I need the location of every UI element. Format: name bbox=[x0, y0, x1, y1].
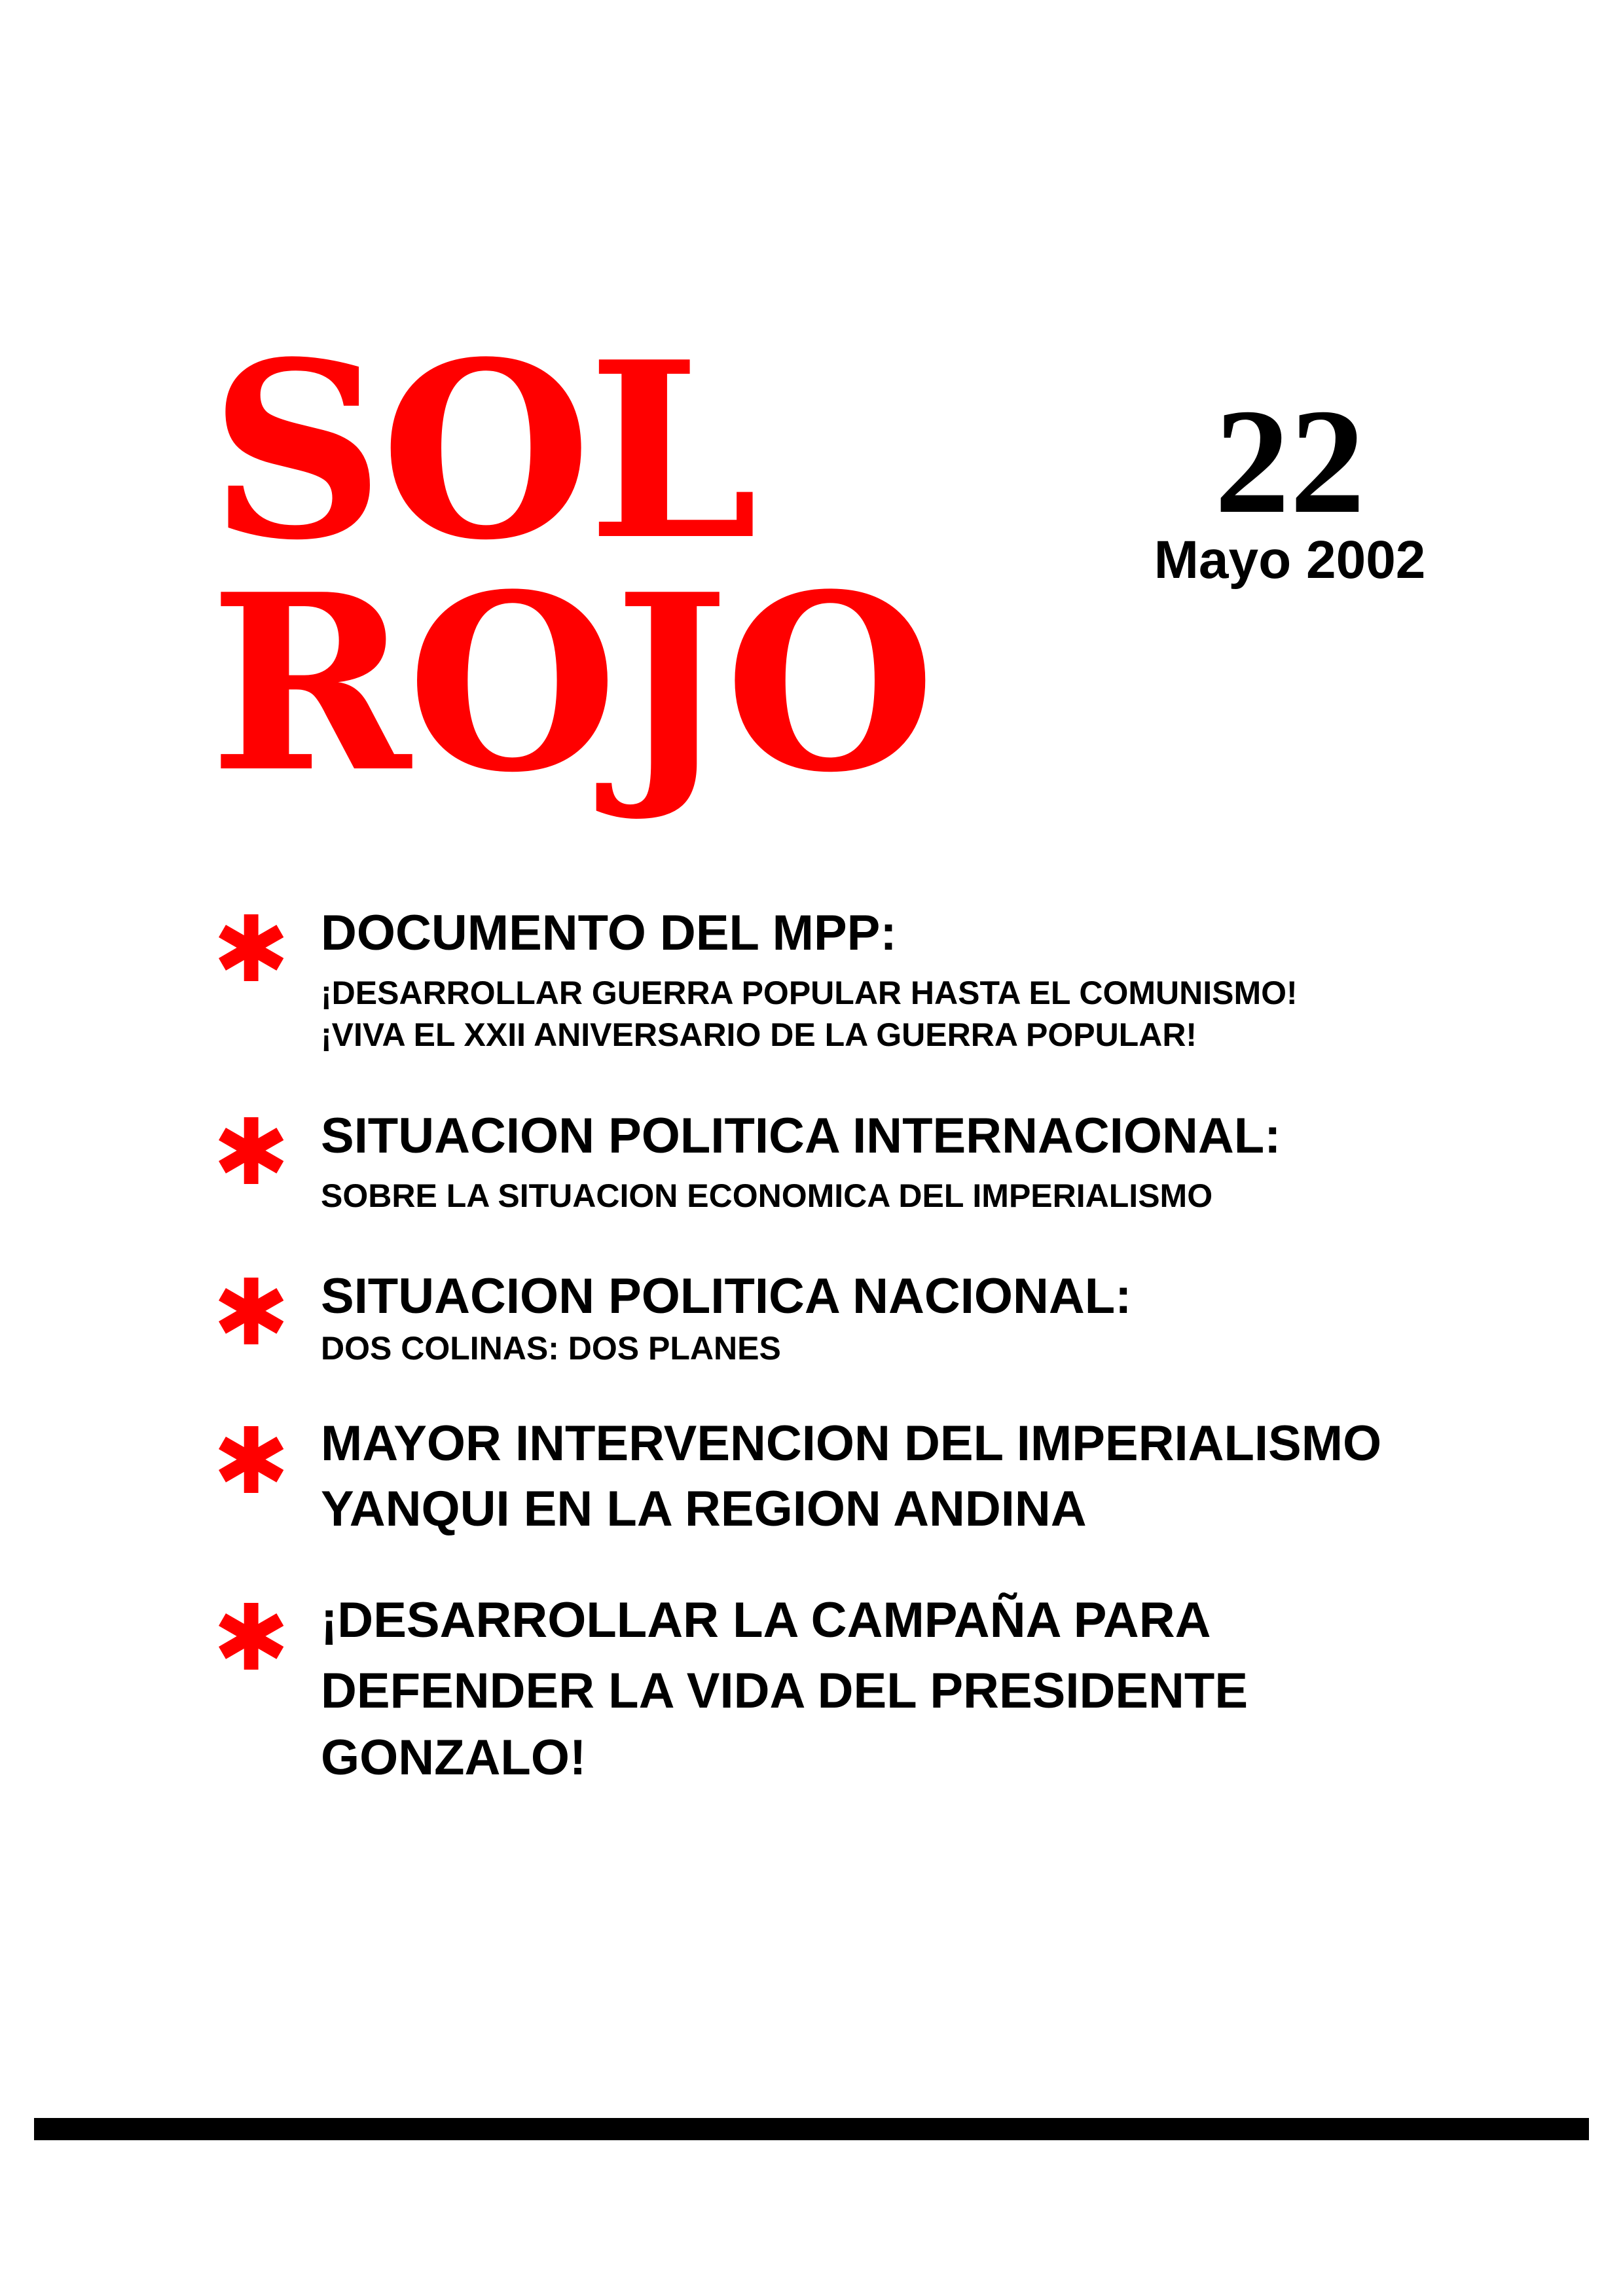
asterisk-icon: ✱ bbox=[213, 1408, 290, 1515]
toc-item-subtitle: DOS COLINAS: DOS PLANES bbox=[321, 1330, 781, 1367]
asterisk-icon: ✱ bbox=[213, 1100, 290, 1206]
toc-item-subtitle: ¡DESARROLLAR GUERRA POPULAR HASTA EL COMUNISMO! bbox=[321, 975, 1298, 1011]
toc-item-title: SITUACION POLITICA NACIONAL: bbox=[321, 1268, 1132, 1324]
toc-item-title: GONZALO! bbox=[321, 1730, 587, 1785]
asterisk-icon: ✱ bbox=[213, 1260, 290, 1367]
masthead-title-line-1: SOL bbox=[210, 310, 754, 594]
toc-item-subtitle: SOBRE LA SITUACION ECONOMICA DEL IMPERIALISMO bbox=[321, 1177, 1213, 1214]
toc-item-title: YANQUI EN LA REGION ANDINA bbox=[321, 1481, 1087, 1537]
toc-item-title: SITUACION POLITICA INTERNACIONAL: bbox=[321, 1108, 1281, 1164]
toc-item-title: ¡DESARROLLAR LA CAMPAÑA PARA bbox=[321, 1592, 1211, 1648]
toc-item-title: MAYOR INTERVENCION DEL IMPERIALISMO bbox=[321, 1416, 1382, 1471]
asterisk-icon: ✱ bbox=[213, 1585, 290, 1692]
bottom-rule bbox=[34, 2118, 1589, 2140]
toc-item-title: DEFENDER LA VIDA DEL PRESIDENTE bbox=[321, 1663, 1249, 1719]
asterisk-icon: ✱ bbox=[213, 897, 290, 1003]
toc-item-title: DOCUMENTO DEL MPP: bbox=[321, 905, 897, 961]
issue-date: Mayo 2002 bbox=[1154, 530, 1426, 590]
masthead-title-line-2: ROJO bbox=[210, 542, 932, 826]
issue-number: 22 bbox=[1214, 378, 1365, 545]
toc-item-subtitle: ¡VIVA EL XXII ANIVERSARIO DE LA GUERRA POPULAR! bbox=[321, 1016, 1197, 1053]
